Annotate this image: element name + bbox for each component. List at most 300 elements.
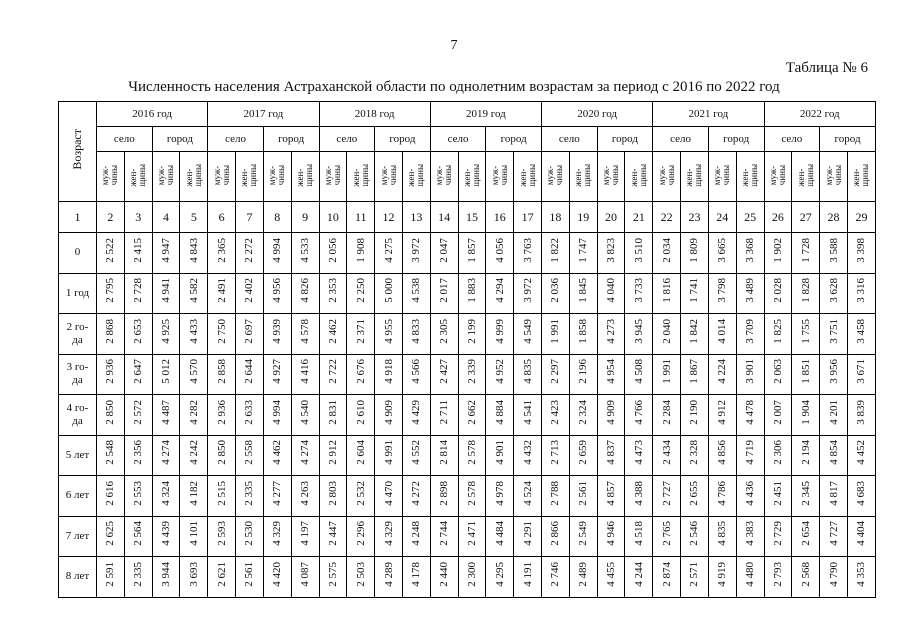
value-cell bbox=[820, 314, 848, 355]
value-cell bbox=[152, 395, 180, 436]
value-text: 1 857 bbox=[465, 237, 478, 263]
value-text: 4 999 bbox=[493, 318, 506, 344]
value-text: 4 353 bbox=[855, 561, 868, 587]
value-text: 2 713 bbox=[549, 440, 562, 466]
value-text: 2 604 bbox=[354, 440, 367, 466]
value-cell bbox=[625, 476, 653, 517]
female-header bbox=[347, 152, 375, 202]
value-cell bbox=[208, 233, 236, 274]
value-cell bbox=[208, 395, 236, 436]
value-text: 4 817 bbox=[827, 480, 840, 506]
value-text: 2 568 bbox=[799, 561, 812, 587]
value-text: 4 291 bbox=[521, 521, 534, 547]
value-cell bbox=[764, 557, 792, 598]
value-text: 2 831 bbox=[326, 399, 339, 425]
value-cell bbox=[208, 435, 236, 476]
value-text: 4 470 bbox=[382, 480, 395, 506]
value-cell bbox=[291, 435, 319, 476]
value-text: 2 697 bbox=[243, 318, 256, 344]
female-label: жен- щины bbox=[406, 163, 426, 187]
value-text: 5 000 bbox=[382, 278, 395, 304]
value-text: 1 851 bbox=[799, 359, 812, 385]
column-number: 16 bbox=[486, 202, 514, 233]
value-text: 4 955 bbox=[382, 318, 395, 344]
male-header bbox=[708, 152, 736, 202]
value-cell bbox=[124, 233, 152, 274]
value-text: 3 671 bbox=[855, 359, 868, 385]
value-cell bbox=[569, 354, 597, 395]
value-cell bbox=[820, 476, 848, 517]
value-cell bbox=[625, 314, 653, 355]
city-header: город bbox=[152, 127, 208, 152]
value-cell bbox=[347, 233, 375, 274]
value-cell bbox=[569, 233, 597, 274]
value-text: 4 843 bbox=[187, 237, 200, 263]
value-cell bbox=[597, 435, 625, 476]
male-label: муж- чины bbox=[545, 164, 565, 186]
value-cell bbox=[681, 557, 709, 598]
value-cell bbox=[152, 476, 180, 517]
value-text: 2 647 bbox=[132, 359, 145, 385]
value-text: 2 722 bbox=[326, 359, 339, 385]
value-text: 1 747 bbox=[577, 237, 590, 263]
value-cell bbox=[402, 435, 430, 476]
value-cell bbox=[236, 354, 264, 395]
city-header: город bbox=[263, 127, 319, 152]
value-text: 2 653 bbox=[132, 318, 145, 344]
population-table bbox=[58, 101, 876, 598]
column-number: 7 bbox=[236, 202, 264, 233]
value-cell bbox=[653, 395, 681, 436]
female-label: жен- щины bbox=[573, 163, 593, 187]
value-text: 4 056 bbox=[493, 237, 506, 263]
value-text: 2 335 bbox=[243, 480, 256, 506]
value-text: 3 823 bbox=[605, 237, 618, 263]
value-cell bbox=[430, 557, 458, 598]
value-cell bbox=[402, 516, 430, 557]
value-cell bbox=[180, 314, 208, 355]
value-text: 2 036 bbox=[549, 278, 562, 304]
value-cell bbox=[180, 476, 208, 517]
column-number: 13 bbox=[402, 202, 430, 233]
value-cell bbox=[569, 476, 597, 517]
value-cell bbox=[792, 476, 820, 517]
table-row bbox=[59, 395, 876, 436]
value-cell bbox=[514, 476, 542, 517]
column-number: 5 bbox=[180, 202, 208, 233]
value-cell bbox=[542, 354, 570, 395]
value-cell bbox=[486, 354, 514, 395]
value-text: 2 728 bbox=[132, 278, 145, 304]
value-cell bbox=[319, 435, 347, 476]
value-cell bbox=[375, 395, 403, 436]
value-text: 2 063 bbox=[771, 359, 784, 385]
value-text: 3 665 bbox=[716, 237, 729, 263]
value-cell bbox=[847, 395, 875, 436]
value-text: 4 178 bbox=[410, 561, 423, 587]
value-cell bbox=[792, 395, 820, 436]
value-cell bbox=[152, 435, 180, 476]
value-cell bbox=[152, 354, 180, 395]
value-text: 2 850 bbox=[215, 440, 228, 466]
city-header: город bbox=[486, 127, 542, 152]
value-cell bbox=[708, 557, 736, 598]
value-cell bbox=[402, 314, 430, 355]
value-text: 2 250 bbox=[354, 278, 367, 304]
value-cell bbox=[569, 314, 597, 355]
value-cell bbox=[736, 557, 764, 598]
value-text: 4 909 bbox=[605, 399, 618, 425]
value-cell bbox=[653, 354, 681, 395]
value-text: 2 434 bbox=[660, 440, 673, 466]
value-text: 4 941 bbox=[160, 278, 173, 304]
value-text: 4 524 bbox=[521, 480, 534, 506]
value-cell bbox=[208, 314, 236, 355]
value-text: 4 282 bbox=[187, 399, 200, 425]
value-text: 4 927 bbox=[271, 359, 284, 385]
value-cell bbox=[681, 435, 709, 476]
value-text: 5 012 bbox=[160, 359, 173, 385]
value-text: 4 582 bbox=[187, 278, 200, 304]
value-cell bbox=[625, 435, 653, 476]
value-text: 2 912 bbox=[326, 440, 339, 466]
value-cell bbox=[597, 395, 625, 436]
value-text: 4 540 bbox=[299, 399, 312, 425]
value-text: 4 909 bbox=[382, 399, 395, 425]
value-text: 4 201 bbox=[827, 399, 840, 425]
value-text: 2 471 bbox=[465, 521, 478, 547]
value-text: 2 866 bbox=[549, 521, 562, 547]
value-text: 2 056 bbox=[326, 237, 339, 263]
value-text: 2 040 bbox=[660, 318, 673, 344]
value-cell bbox=[625, 395, 653, 436]
value-cell bbox=[97, 273, 125, 314]
value-cell bbox=[180, 395, 208, 436]
age-cell: 1 год bbox=[59, 273, 97, 314]
value-text: 4 518 bbox=[632, 521, 645, 547]
value-cell bbox=[430, 435, 458, 476]
village-header: село bbox=[764, 127, 820, 152]
value-cell bbox=[597, 476, 625, 517]
value-text: 2 284 bbox=[660, 399, 673, 425]
value-cell bbox=[597, 557, 625, 598]
value-cell bbox=[402, 476, 430, 517]
value-cell bbox=[97, 557, 125, 598]
value-text: 2 007 bbox=[771, 399, 784, 425]
table-row bbox=[59, 314, 876, 355]
value-text: 2 017 bbox=[438, 278, 451, 304]
table-label: Таблица № 6 bbox=[785, 60, 868, 76]
male-header bbox=[152, 152, 180, 202]
value-cell bbox=[847, 233, 875, 274]
value-text: 2 561 bbox=[243, 561, 256, 587]
value-text: 2 850 bbox=[104, 399, 117, 425]
value-cell bbox=[736, 395, 764, 436]
value-cell bbox=[625, 233, 653, 274]
value-text: 4 552 bbox=[410, 440, 423, 466]
value-cell bbox=[124, 435, 152, 476]
value-cell bbox=[458, 273, 486, 314]
value-text: 2 548 bbox=[104, 440, 117, 466]
value-cell bbox=[764, 395, 792, 436]
value-cell bbox=[124, 354, 152, 395]
female-label: жен- щины bbox=[350, 163, 370, 187]
value-text: 4 508 bbox=[632, 359, 645, 385]
value-cell bbox=[208, 516, 236, 557]
value-cell bbox=[792, 314, 820, 355]
city-header: город bbox=[375, 127, 431, 152]
value-text: 1 825 bbox=[771, 318, 784, 344]
value-text: 2 578 bbox=[465, 440, 478, 466]
value-cell bbox=[208, 476, 236, 517]
value-text: 1 858 bbox=[577, 318, 590, 344]
value-text: 4 420 bbox=[271, 561, 284, 587]
age-header-label: Возраст bbox=[70, 129, 84, 170]
value-cell bbox=[430, 314, 458, 355]
value-cell bbox=[458, 354, 486, 395]
value-text: 4 484 bbox=[493, 521, 506, 547]
value-text: 4 487 bbox=[160, 399, 173, 425]
table-row bbox=[59, 476, 876, 517]
value-text: 4 388 bbox=[632, 480, 645, 506]
value-cell bbox=[375, 273, 403, 314]
value-text: 2 034 bbox=[660, 237, 673, 263]
value-text: 1 883 bbox=[465, 278, 478, 304]
male-label: муж- чины bbox=[712, 164, 732, 186]
value-text: 4 994 bbox=[271, 399, 284, 425]
value-cell bbox=[542, 233, 570, 274]
value-cell bbox=[514, 354, 542, 395]
value-text: 2 662 bbox=[465, 399, 478, 425]
value-text: 4 224 bbox=[716, 359, 729, 385]
table-row bbox=[59, 516, 876, 557]
value-text: 4 939 bbox=[271, 318, 284, 344]
value-cell bbox=[291, 354, 319, 395]
value-text: 4 244 bbox=[632, 561, 645, 587]
value-cell bbox=[263, 395, 291, 436]
value-text: 4 473 bbox=[632, 440, 645, 466]
value-cell bbox=[653, 233, 681, 274]
value-cell bbox=[430, 233, 458, 274]
value-text: 2 324 bbox=[577, 399, 590, 425]
female-header bbox=[291, 152, 319, 202]
value-text: 2 356 bbox=[132, 440, 145, 466]
value-text: 2 633 bbox=[243, 399, 256, 425]
value-text: 4 439 bbox=[160, 521, 173, 547]
value-text: 2 616 bbox=[104, 480, 117, 506]
value-text: 4 925 bbox=[160, 318, 173, 344]
value-cell bbox=[124, 395, 152, 436]
value-text: 1 755 bbox=[799, 318, 812, 344]
male-label: муж- чины bbox=[601, 164, 621, 186]
value-text: 2 765 bbox=[660, 521, 673, 547]
city-header: город bbox=[820, 127, 876, 152]
value-text: 4 826 bbox=[299, 278, 312, 304]
year-header: 2021 год bbox=[653, 102, 764, 127]
value-cell bbox=[263, 557, 291, 598]
male-label: муж- чины bbox=[767, 164, 787, 186]
value-cell bbox=[124, 314, 152, 355]
value-text: 4 416 bbox=[299, 359, 312, 385]
value-cell bbox=[597, 354, 625, 395]
value-text: 4 014 bbox=[716, 318, 729, 344]
value-text: 3 398 bbox=[855, 237, 868, 263]
value-cell bbox=[820, 435, 848, 476]
value-text: 2 644 bbox=[243, 359, 256, 385]
value-cell bbox=[263, 314, 291, 355]
value-cell bbox=[625, 557, 653, 598]
value-text: 2 306 bbox=[771, 440, 784, 466]
age-cell: 7 лет bbox=[59, 516, 97, 557]
female-header bbox=[458, 152, 486, 202]
female-label: жен- щины bbox=[239, 163, 259, 187]
year-header: 2017 год bbox=[208, 102, 319, 127]
value-text: 3 709 bbox=[744, 318, 757, 344]
male-label: муж- чины bbox=[434, 164, 454, 186]
value-text: 2 655 bbox=[688, 480, 701, 506]
table-row bbox=[59, 233, 876, 274]
column-number: 11 bbox=[347, 202, 375, 233]
value-text: 4 538 bbox=[410, 278, 423, 304]
female-header bbox=[569, 152, 597, 202]
value-text: 4 182 bbox=[187, 480, 200, 506]
value-text: 2 621 bbox=[215, 561, 228, 587]
value-cell bbox=[542, 476, 570, 517]
value-cell bbox=[653, 516, 681, 557]
value-text: 4 480 bbox=[744, 561, 757, 587]
column-number: 4 bbox=[152, 202, 180, 233]
age-column-header bbox=[59, 102, 97, 202]
value-cell bbox=[486, 314, 514, 355]
value-text: 3 510 bbox=[632, 237, 645, 263]
value-cell bbox=[792, 557, 820, 598]
value-cell bbox=[708, 273, 736, 314]
value-cell bbox=[569, 435, 597, 476]
value-cell bbox=[236, 273, 264, 314]
value-text: 3 972 bbox=[521, 278, 534, 304]
value-text: 4 857 bbox=[605, 480, 618, 506]
value-text: 4 478 bbox=[744, 399, 757, 425]
male-label: муж- чины bbox=[267, 164, 287, 186]
value-cell bbox=[708, 435, 736, 476]
female-label: жен- щины bbox=[295, 163, 315, 187]
male-label: муж- чины bbox=[211, 164, 231, 186]
female-label: жен- щины bbox=[684, 163, 704, 187]
value-text: 4 429 bbox=[410, 399, 423, 425]
value-cell bbox=[97, 354, 125, 395]
value-text: 4 275 bbox=[382, 237, 395, 263]
value-text: 4 101 bbox=[187, 521, 200, 547]
value-text: 4 578 bbox=[299, 318, 312, 344]
table-row bbox=[59, 354, 876, 395]
column-number: 18 bbox=[542, 202, 570, 233]
village-header: село bbox=[319, 127, 375, 152]
value-text: 1 908 bbox=[354, 237, 367, 263]
value-text: 3 588 bbox=[827, 237, 840, 263]
year-header: 2020 год bbox=[542, 102, 653, 127]
value-cell bbox=[180, 435, 208, 476]
value-text: 4 727 bbox=[827, 521, 840, 547]
column-number: 29 bbox=[847, 202, 875, 233]
value-cell bbox=[764, 314, 792, 355]
value-cell bbox=[236, 435, 264, 476]
value-cell bbox=[152, 314, 180, 355]
value-text: 4 242 bbox=[187, 440, 200, 466]
value-cell bbox=[764, 516, 792, 557]
value-cell bbox=[708, 476, 736, 517]
value-cell bbox=[236, 557, 264, 598]
value-text: 2 858 bbox=[215, 359, 228, 385]
value-cell bbox=[708, 314, 736, 355]
value-cell bbox=[291, 314, 319, 355]
table-row bbox=[59, 557, 876, 598]
value-text: 4 295 bbox=[493, 561, 506, 587]
value-text: 1 809 bbox=[688, 237, 701, 263]
value-cell bbox=[97, 395, 125, 436]
column-number: 12 bbox=[375, 202, 403, 233]
value-cell bbox=[458, 395, 486, 436]
value-text: 2 427 bbox=[438, 359, 451, 385]
female-header bbox=[180, 152, 208, 202]
female-header bbox=[514, 152, 542, 202]
female-header bbox=[736, 152, 764, 202]
value-text: 2 335 bbox=[132, 561, 145, 587]
male-header bbox=[97, 152, 125, 202]
value-cell bbox=[625, 273, 653, 314]
value-text: 2 795 bbox=[104, 278, 117, 304]
village-header: село bbox=[430, 127, 486, 152]
value-cell bbox=[236, 395, 264, 436]
male-header bbox=[430, 152, 458, 202]
value-text: 4 978 bbox=[493, 480, 506, 506]
value-cell bbox=[597, 233, 625, 274]
table-row bbox=[59, 273, 876, 314]
value-cell bbox=[458, 476, 486, 517]
value-text: 4 383 bbox=[744, 521, 757, 547]
value-text: 4 433 bbox=[187, 318, 200, 344]
female-label: жен- щины bbox=[795, 163, 815, 187]
value-text: 2 199 bbox=[465, 318, 478, 344]
value-text: 3 628 bbox=[827, 278, 840, 304]
value-cell bbox=[291, 395, 319, 436]
value-text: 4 329 bbox=[271, 521, 284, 547]
value-cell bbox=[97, 435, 125, 476]
value-text: 2 558 bbox=[243, 440, 256, 466]
age-cell: 0 bbox=[59, 233, 97, 274]
value-cell bbox=[708, 354, 736, 395]
value-text: 2 788 bbox=[549, 480, 562, 506]
value-text: 1 845 bbox=[577, 278, 590, 304]
value-text: 4 329 bbox=[382, 521, 395, 547]
value-text: 3 751 bbox=[827, 318, 840, 344]
female-label: жен- щины bbox=[517, 163, 537, 187]
value-cell bbox=[847, 273, 875, 314]
male-label: муж- чины bbox=[378, 164, 398, 186]
value-cell bbox=[653, 557, 681, 598]
male-header bbox=[375, 152, 403, 202]
value-text: 3 901 bbox=[744, 359, 757, 385]
table-row bbox=[59, 435, 876, 476]
male-label: муж- чины bbox=[100, 164, 120, 186]
column-number: 10 bbox=[319, 202, 347, 233]
column-number: 6 bbox=[208, 202, 236, 233]
value-cell bbox=[263, 476, 291, 517]
value-text: 4 274 bbox=[160, 440, 173, 466]
value-text: 2 593 bbox=[215, 521, 228, 547]
value-text: 3 944 bbox=[160, 561, 173, 587]
male-label: муж- чины bbox=[823, 164, 843, 186]
value-text: 1 904 bbox=[799, 399, 812, 425]
